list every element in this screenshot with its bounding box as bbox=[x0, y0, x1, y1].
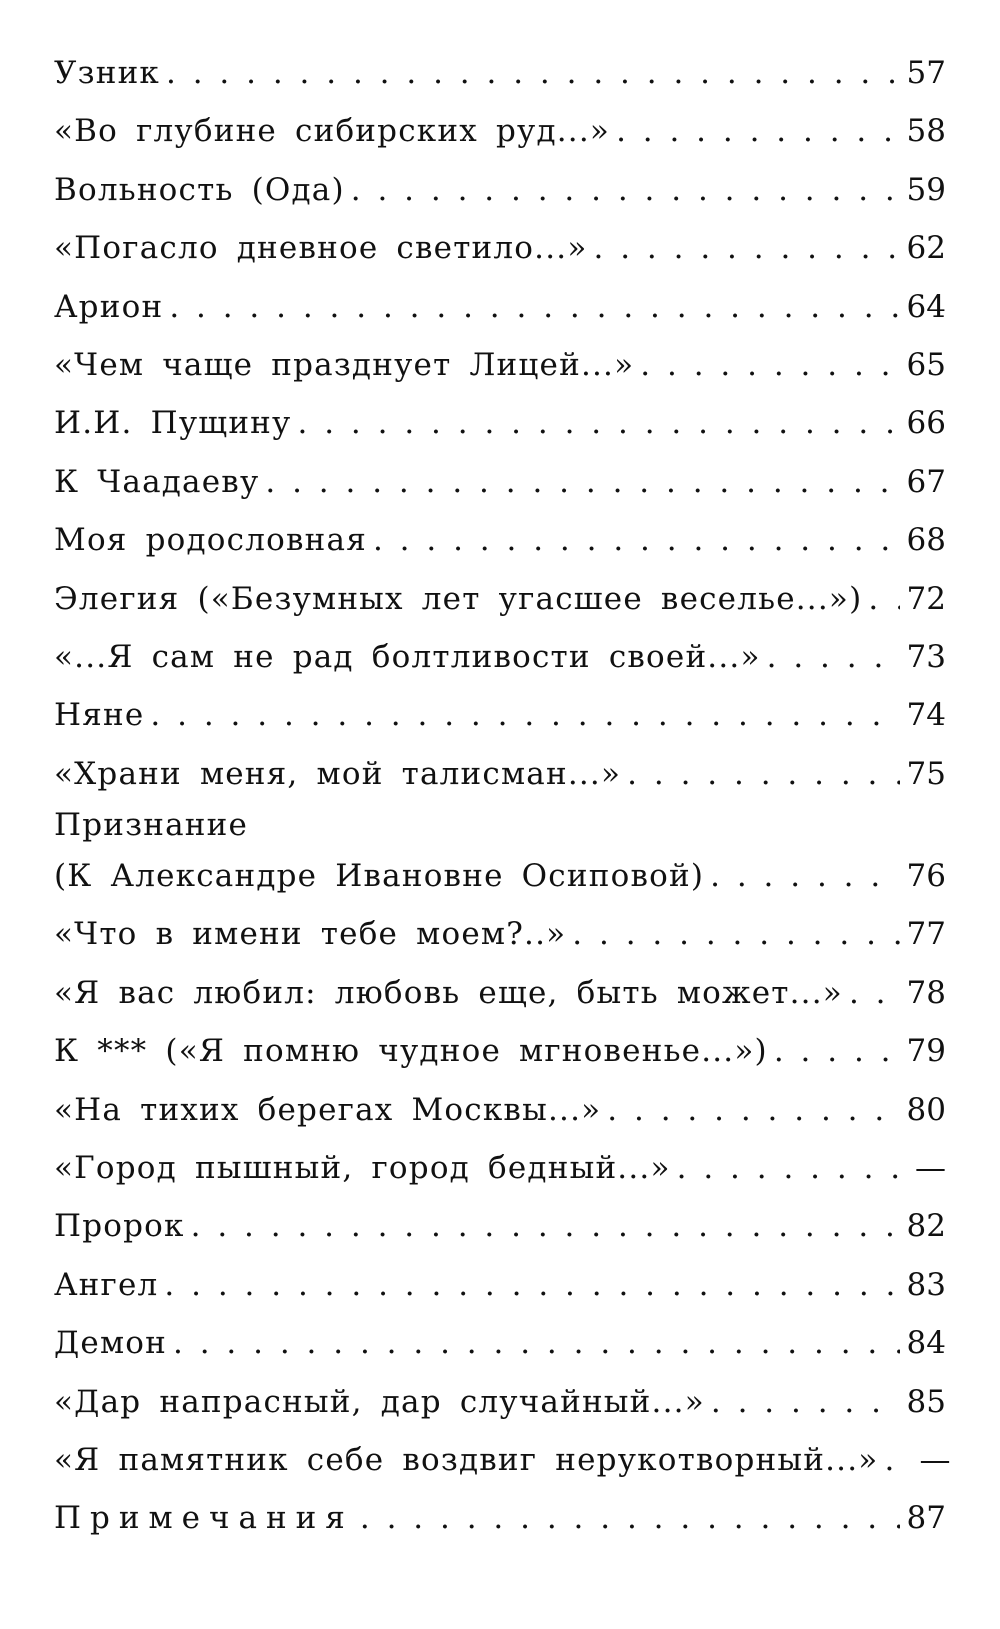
toc-entry-title: Моя родословная bbox=[54, 522, 367, 559]
toc-entry-title: Пророк bbox=[54, 1208, 185, 1245]
toc-entry-title: К Чаадаеву bbox=[54, 463, 260, 500]
toc-entry-pamyatnik[interactable] bbox=[54, 1431, 951, 1489]
toc-page-number: 78 bbox=[906, 974, 946, 1011]
dot-leader bbox=[169, 278, 900, 336]
dot-leader bbox=[774, 1022, 900, 1080]
toc-entry-title: «Погасло дневное светило...» bbox=[54, 230, 588, 267]
toc-entry-angel[interactable] bbox=[54, 1256, 946, 1314]
toc-entry-title: Признание bbox=[54, 807, 249, 844]
dot-leader bbox=[373, 511, 900, 569]
toc-entry-title: «Я вас любил: любовь еще, быть может...» bbox=[54, 974, 843, 1011]
dot-leader bbox=[360, 1489, 900, 1547]
toc-entry-primechaniya[interactable] bbox=[54, 1489, 946, 1547]
toc-entry-prorok[interactable] bbox=[54, 1197, 946, 1255]
toc-page-number: 80 bbox=[906, 1091, 946, 1128]
toc-entry-tikhikh-beregakh[interactable] bbox=[54, 1081, 946, 1139]
toc-entry-vo-glubine[interactable] bbox=[54, 102, 946, 160]
toc-entry-pushchinu[interactable] bbox=[54, 394, 946, 452]
toc-page-number: 58 bbox=[906, 113, 946, 150]
toc-page-number: 72 bbox=[906, 580, 946, 617]
toc-entry-volnost[interactable] bbox=[54, 161, 946, 219]
toc-entry-rodoslovnaya[interactable] bbox=[54, 511, 946, 569]
toc-page-number: 77 bbox=[906, 916, 946, 953]
toc-page-number: 59 bbox=[906, 171, 946, 208]
toc-entry-title: Вольность (Ода) bbox=[54, 171, 345, 208]
dot-leader bbox=[351, 161, 900, 219]
dot-leader bbox=[607, 1081, 900, 1139]
toc-entry-title: «Я памятник себе воздвиг нерукотворный...» bbox=[54, 1441, 879, 1478]
toc-entry-chto-v-imeni[interactable] bbox=[54, 905, 946, 963]
dot-leader bbox=[627, 745, 900, 803]
toc-entry-title: Элегия («Безумных лет угасшее веселье...») bbox=[54, 580, 863, 617]
toc-entry-pogaslo[interactable] bbox=[54, 219, 946, 277]
dot-leader bbox=[265, 453, 900, 511]
toc-entry-elegiya[interactable] bbox=[54, 570, 946, 628]
toc-entry-chaadaevu[interactable] bbox=[54, 453, 946, 511]
toc-entry-title: Узник bbox=[54, 55, 161, 91]
toc-entry-gorod-pyshnyi[interactable] bbox=[54, 1139, 946, 1197]
dot-leader bbox=[767, 628, 900, 686]
toc-page-number: 73 bbox=[906, 638, 946, 675]
toc-entry-title: «...Я сам не рад болтливости своей...» bbox=[54, 638, 761, 675]
toc-page-number: 57 bbox=[906, 55, 946, 91]
toc-entry-subtitle: (К Александре Ивановне Осиповой) bbox=[54, 858, 705, 895]
toc-page-number: 68 bbox=[906, 522, 946, 559]
toc-entry-title: Няне bbox=[54, 697, 145, 734]
table-of-contents bbox=[54, 44, 951, 1548]
toc-entry-dar-naprasnyi[interactable] bbox=[54, 1373, 946, 1431]
toc-entry-title: К *** («Я помню чудное мгновенье...») bbox=[54, 1033, 768, 1070]
toc-page-number: 79 bbox=[906, 1033, 946, 1070]
toc-page-number: 65 bbox=[906, 346, 946, 383]
toc-page-number: 87 bbox=[906, 1500, 946, 1537]
dot-leader bbox=[849, 964, 900, 1022]
dot-leader bbox=[640, 336, 900, 394]
toc-page-number: 84 bbox=[906, 1325, 946, 1362]
dot-leader bbox=[868, 570, 900, 628]
toc-entry-nyane[interactable] bbox=[54, 686, 946, 744]
toc-entry-title: «Чем чаще празднует Лицей...» bbox=[54, 346, 635, 383]
toc-entry-demon[interactable] bbox=[54, 1314, 946, 1372]
toc-page-number: 74 bbox=[906, 697, 946, 734]
toc-entry-sam-ne-rad[interactable] bbox=[54, 628, 946, 686]
dot-leader bbox=[616, 102, 900, 160]
toc-page-number: 67 bbox=[906, 463, 946, 500]
dot-leader bbox=[164, 1256, 900, 1314]
dot-leader bbox=[710, 847, 900, 905]
toc-page-number: 62 bbox=[906, 230, 946, 267]
toc-page-number: 64 bbox=[906, 288, 946, 325]
toc-entry-title: «Во глубине сибирских руд...» bbox=[54, 113, 611, 150]
dot-leader bbox=[572, 905, 900, 963]
dot-leader bbox=[173, 1314, 900, 1372]
toc-page-number: 76 bbox=[906, 858, 946, 895]
toc-entry-talisman[interactable] bbox=[54, 745, 946, 803]
dot-leader bbox=[594, 219, 901, 277]
dot-leader bbox=[191, 1197, 900, 1255]
dot-leader bbox=[298, 394, 901, 452]
toc-entry-title: Арион bbox=[54, 288, 164, 325]
toc-entry-title: «Храни меня, мой талисман...» bbox=[54, 755, 622, 792]
toc-page-number: — bbox=[919, 1441, 951, 1478]
toc-entry-title: «На тихих берегах Москвы...» bbox=[54, 1091, 602, 1128]
toc-entry-priznanie[interactable] bbox=[54, 803, 946, 905]
toc-entry-ya-vas-lyubil[interactable] bbox=[54, 964, 946, 1022]
toc-entry-title: И.И. Пущину bbox=[54, 405, 292, 442]
toc-entry-arion[interactable] bbox=[54, 278, 946, 336]
toc-entry-title: Примечания bbox=[54, 1500, 354, 1537]
toc-entry-title: «Город пышный, город бедный...» bbox=[54, 1150, 671, 1187]
toc-entry-chudnoe-mgnovenie[interactable] bbox=[54, 1022, 946, 1080]
toc-entry-title: Ангел bbox=[54, 1266, 159, 1303]
toc-page-number: 66 bbox=[906, 405, 946, 442]
dot-leader bbox=[166, 44, 900, 102]
dot-leader bbox=[711, 1373, 900, 1431]
toc-entry-chem-chashche[interactable] bbox=[54, 336, 946, 394]
toc-page-number: 75 bbox=[906, 755, 946, 792]
toc-page-number: 82 bbox=[906, 1208, 946, 1245]
toc-page-number: 83 bbox=[906, 1266, 946, 1303]
dot-leader bbox=[150, 686, 900, 744]
dot-leader bbox=[677, 1139, 900, 1197]
toc-entry-uznik[interactable] bbox=[54, 44, 946, 102]
toc-entry-title: «Что в имени тебе моем?..» bbox=[54, 916, 567, 953]
toc-entry-title: «Дар напрасный, дар случайный...» bbox=[54, 1383, 705, 1420]
toc-page-number: 85 bbox=[906, 1383, 946, 1420]
toc-entry-title: Демон bbox=[54, 1325, 167, 1362]
dot-leader bbox=[884, 1431, 904, 1489]
toc-page-number: — bbox=[915, 1150, 946, 1187]
